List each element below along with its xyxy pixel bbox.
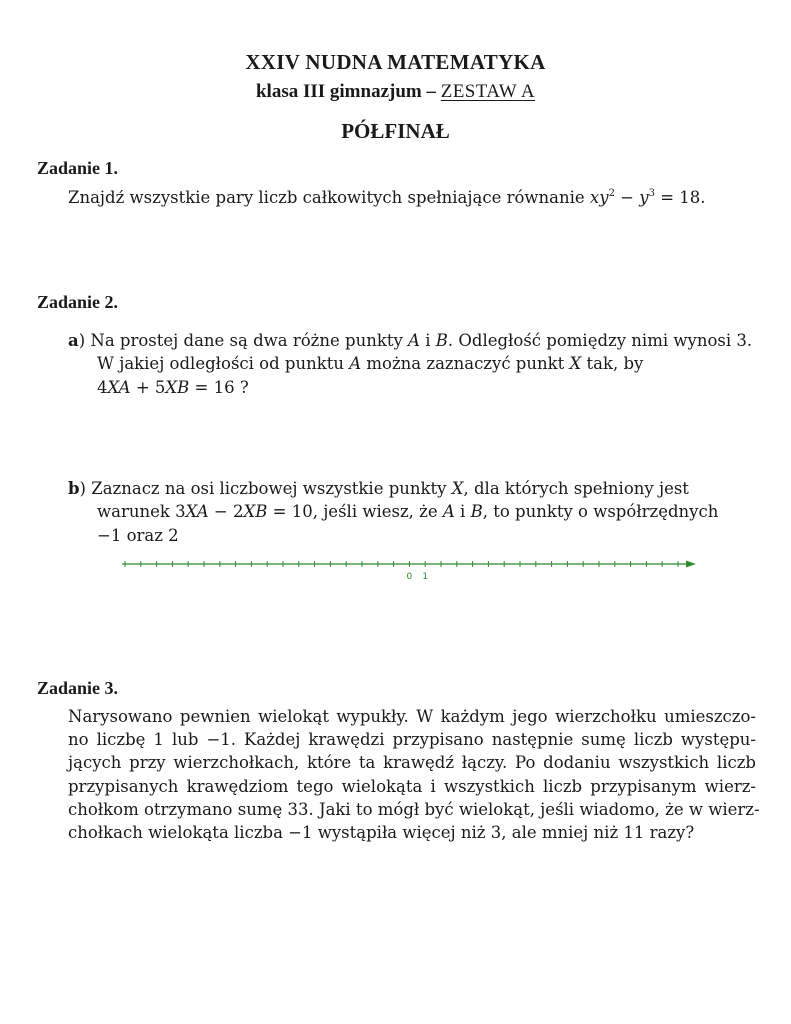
text: − 2 <box>208 502 244 521</box>
var-b: B <box>435 331 448 350</box>
task-1-sentence: Znajdź wszystkie pary liczb całkowitych spełniające równanie <box>68 188 590 207</box>
paragraph-line: no liczbę 1 lub −1. Każdej krawędzi przypisano następnie sumę liczb występu- <box>68 730 756 750</box>
eq-xy: xy <box>589 188 609 207</box>
text: ) Na prostej dane są dwa różne punkty <box>78 331 409 350</box>
var-xa: XA <box>107 378 131 397</box>
part-a-label: a <box>68 331 79 350</box>
task-2b-line-1 <box>68 477 689 500</box>
text: + 5 <box>130 378 166 397</box>
tick-label-0: 0 <box>406 572 413 582</box>
task-3-paragraph <box>68 705 760 844</box>
task-2a-line-2 <box>97 352 643 375</box>
var-xa: XA <box>185 502 209 521</box>
task-1-text <box>68 186 706 209</box>
number-line-arrow <box>686 561 696 568</box>
eq-exp-2: 2 <box>608 188 615 199</box>
text: ) Zaznacz na osi liczbowej wszystkie punkty <box>79 479 452 498</box>
var-xb: XB <box>165 378 190 397</box>
text: i <box>419 331 436 350</box>
var-a: A <box>442 502 455 521</box>
paragraph-line: przypisanych krawędziom tego wielokąta i wszystkich liczb przypisanym wierz- <box>68 776 756 796</box>
paragraph-line: jących przy wierzchołkach, które ta krawędź łączy. Po dodaniu wszystkich liczb <box>68 753 756 773</box>
text: , dla których spełniony jest <box>463 479 689 498</box>
var-x: X <box>451 479 464 498</box>
var-b: B <box>470 502 483 521</box>
task-2b-line-3: −1 oraz 2 <box>97 526 179 545</box>
text: = 16 ? <box>189 378 249 397</box>
page-title: XXIV NUDNA MATEMATYKA <box>245 50 546 74</box>
text: 4 <box>97 378 108 397</box>
paragraph-line: Narysowano pewnien wielokąt wypukły. W każdym jego wierzchołku umieszczo- <box>68 707 756 726</box>
stage-title: PÓŁFINAŁ <box>341 119 450 143</box>
task-3-heading: Zadanie 3. <box>37 678 119 698</box>
grade-label: klasa III gimnazjum – <box>255 81 441 102</box>
set-label: ZESTAW A <box>440 81 536 102</box>
eq-minus: − <box>614 188 640 207</box>
var-x: X <box>569 354 582 373</box>
text: = 10, jeśli wiesz, że <box>267 502 443 521</box>
number-line <box>0 550 791 590</box>
eq-rest: = 18. <box>654 188 706 207</box>
text: , to punkty o współrzędnych <box>482 502 719 521</box>
text: można zaznaczyć punkt <box>361 354 570 373</box>
eq-exp-3: 3 <box>648 188 655 199</box>
task-2-heading: Zadanie 2. <box>37 292 119 312</box>
text: i <box>454 502 471 521</box>
text: . Odległość pomiędzy nimi wynosi 3. <box>447 331 753 350</box>
task-1-heading: Zadanie 1. <box>37 158 119 178</box>
var-a: A <box>408 331 420 350</box>
page-subtitle <box>0 81 791 103</box>
text: warunek 3 <box>97 502 186 521</box>
part-b-label: b <box>68 479 80 498</box>
paragraph-line: chołkom otrzymano sumę 33. Jaki to mógł być wielokąt, jeśli wiadomo, że w wierz- <box>68 799 760 819</box>
task-2a-line-1 <box>68 329 752 352</box>
tick-label-1: 1 <box>422 572 429 582</box>
var-xb: XB <box>243 502 268 521</box>
var-a: A <box>349 354 362 373</box>
paragraph-line: chołkach wielokąta liczba −1 wystąpiła więcej niż 3, ale mniej niż 11 razy? <box>68 823 695 843</box>
eq-y: y <box>639 188 649 207</box>
text: W jakiej odległości od punktu <box>97 354 350 373</box>
task-2b-line-2 <box>97 500 718 523</box>
text: tak, by <box>581 354 644 373</box>
task-2a-line-3 <box>97 376 249 399</box>
